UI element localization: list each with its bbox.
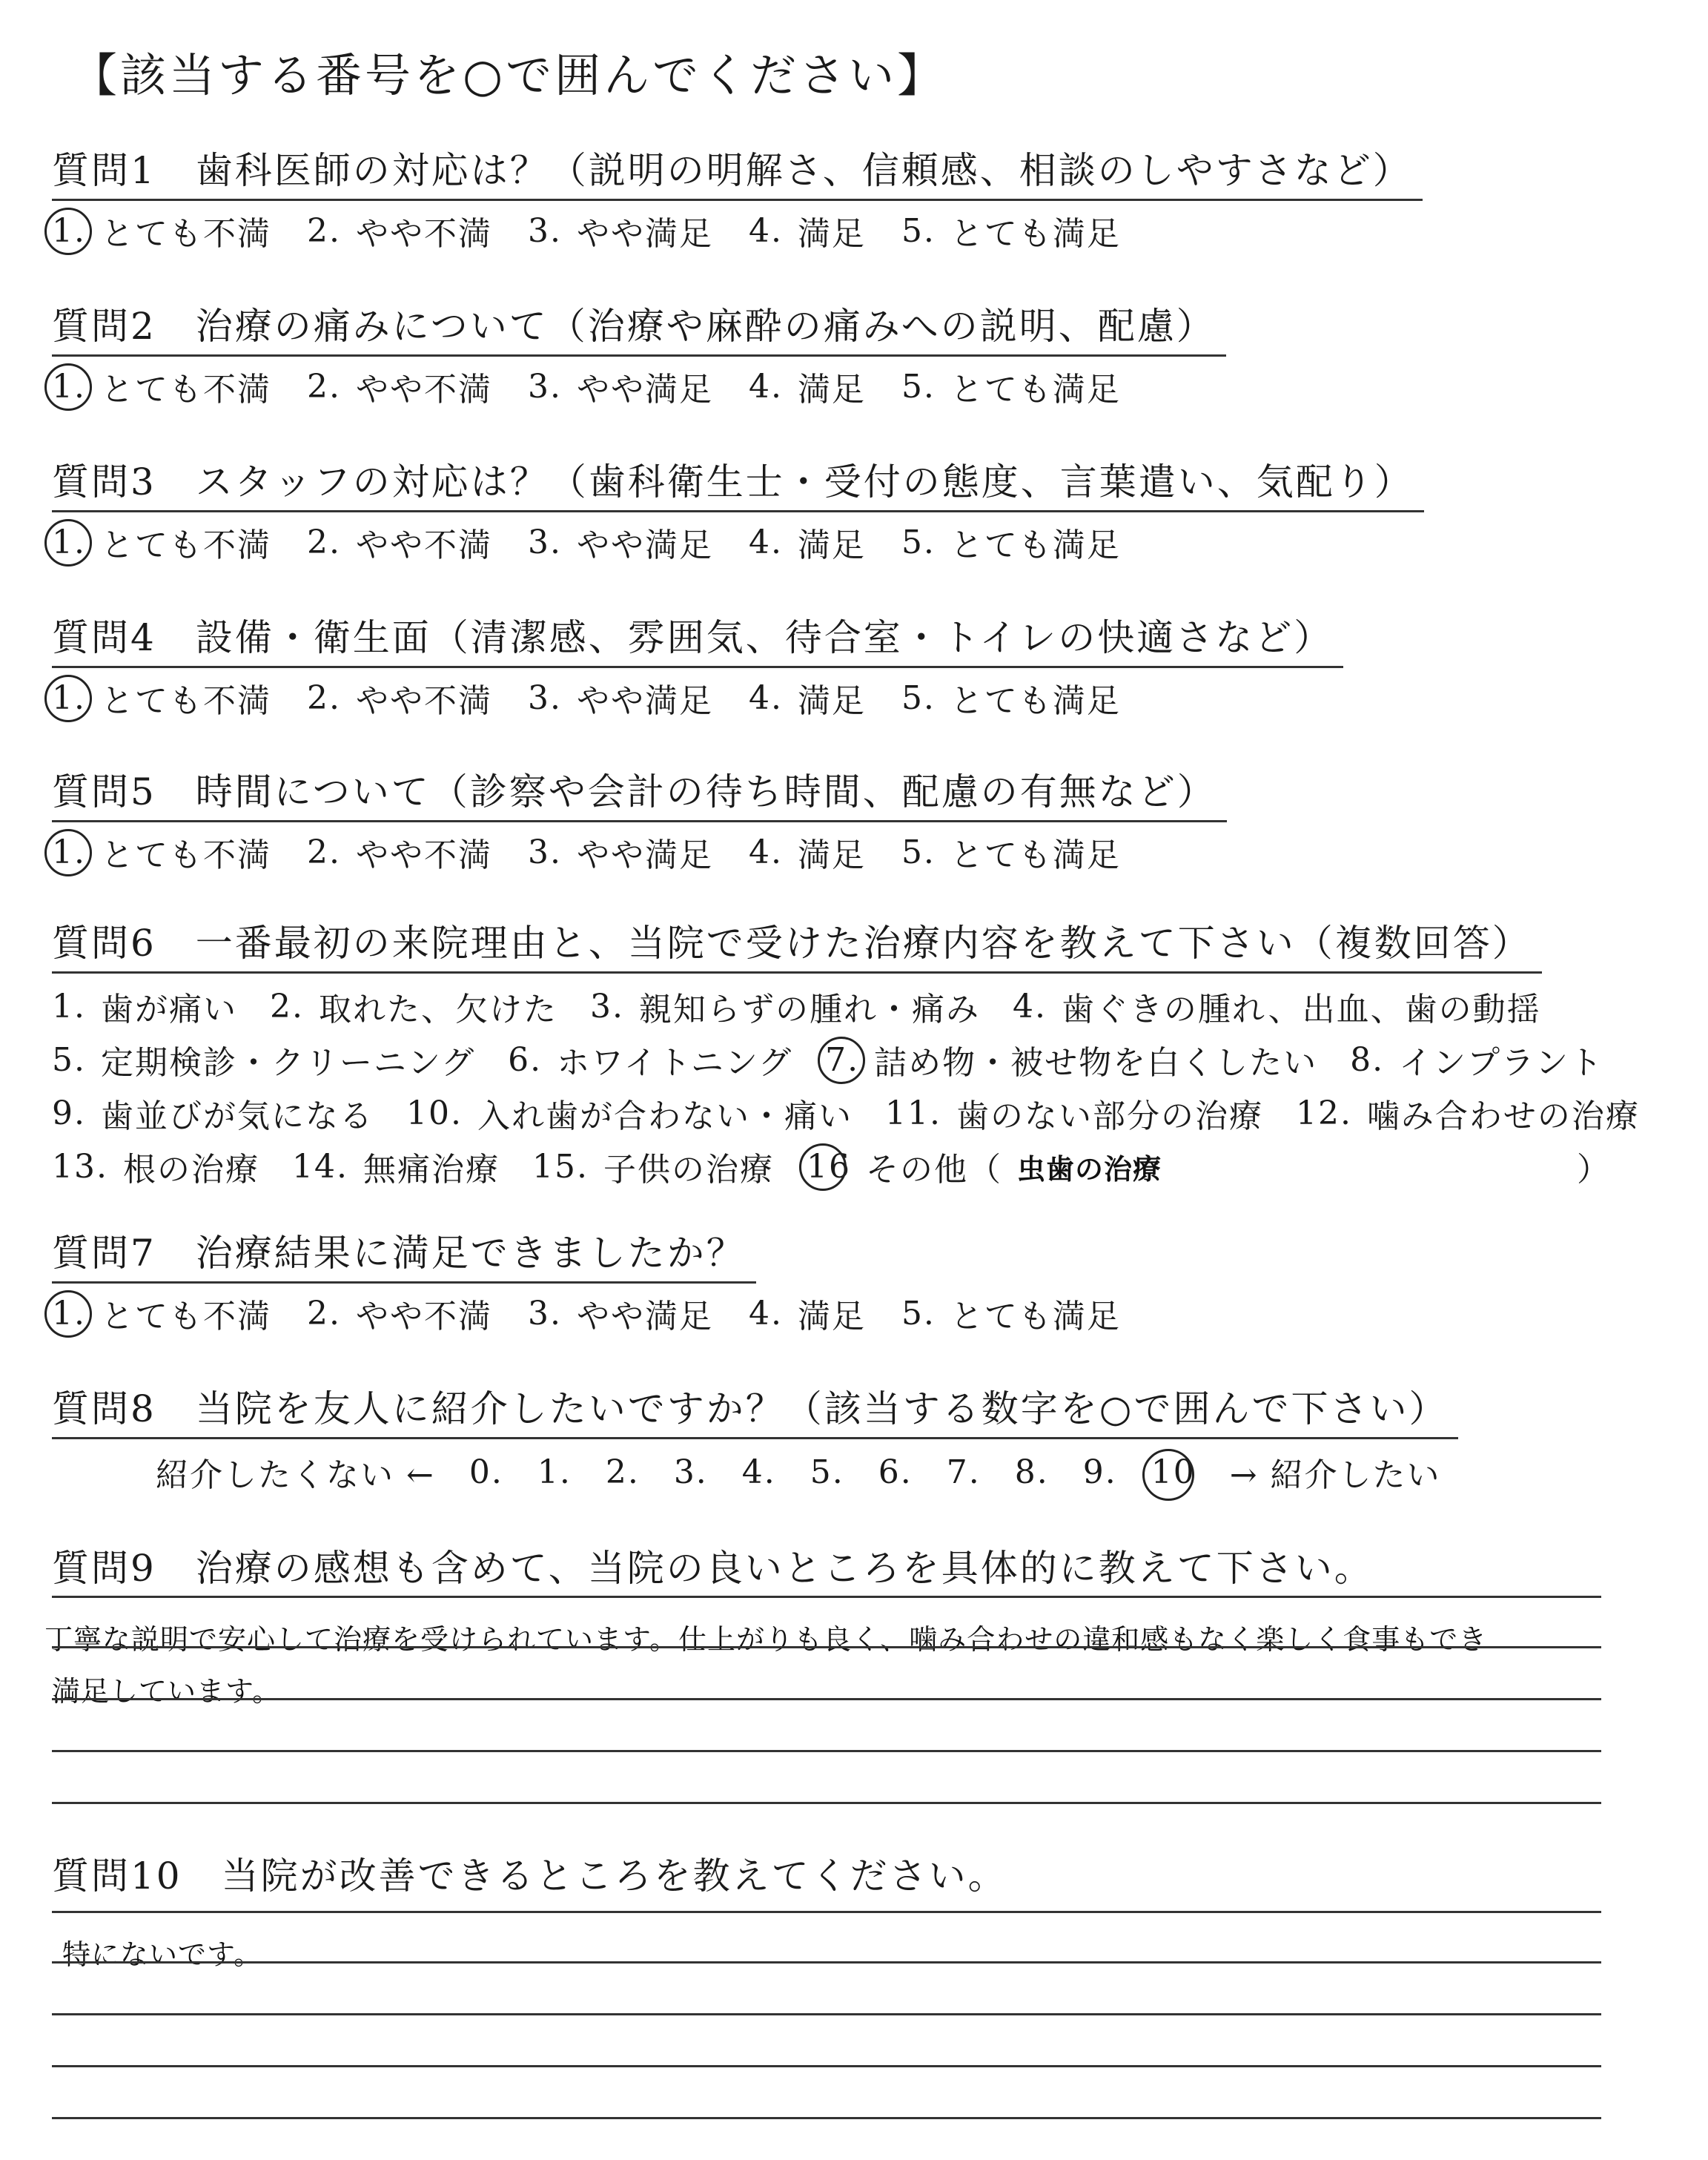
scale-value[interactable]: 4. <box>741 1453 776 1491</box>
choice-label: とても不満 <box>100 526 271 564</box>
option[interactable] <box>406 1089 853 1137</box>
choice[interactable] <box>307 207 492 254</box>
choice-label: とても満足 <box>950 371 1121 409</box>
option[interactable] <box>1350 1036 1603 1083</box>
question-5-title: 質問5 時間について（診察や会計の待ち時間、配慮の有無など） <box>52 762 1227 822</box>
choice-number: 5. <box>901 367 936 406</box>
choice-number: 5. <box>901 523 936 561</box>
choice[interactable] <box>52 363 271 410</box>
choice-number: 2. <box>306 523 341 561</box>
choice-label: とても不満 <box>100 371 271 409</box>
choice-number: 5. <box>901 678 936 717</box>
option-number: 13. <box>52 1147 108 1186</box>
scale-value[interactable]: 1. <box>537 1453 572 1491</box>
answer-rule <box>52 2065 1601 2067</box>
options-row <box>52 1086 1646 1140</box>
option-number: 10. <box>406 1094 463 1132</box>
choice[interactable] <box>307 363 492 410</box>
choice-number: 4. <box>748 833 783 871</box>
question-10-title: 質問10 当院が改善できるところを教えてください。 <box>52 1855 1007 1898</box>
choice-label: 満足 <box>797 682 866 720</box>
choice-label: 満足 <box>797 526 866 564</box>
choice[interactable] <box>749 1289 866 1337</box>
choice[interactable] <box>528 828 713 876</box>
scale-value[interactable]: 9. <box>1082 1453 1117 1491</box>
choice-number: 4. <box>748 1294 783 1332</box>
option-number: 6. <box>508 1040 543 1079</box>
choice[interactable] <box>52 674 271 721</box>
choice-label: とても不満 <box>100 1298 271 1335</box>
option-label: 噛み合わせの治療 <box>1366 1097 1640 1135</box>
question-2-choices <box>52 363 1646 410</box>
option[interactable] <box>590 982 980 1030</box>
choice-label: とても満足 <box>950 1298 1121 1335</box>
choice[interactable] <box>901 674 1121 721</box>
question-4 <box>52 608 1646 721</box>
question-7-title: 質問7 治療結果に満足できましたか？ <box>52 1223 756 1284</box>
option[interactable] <box>532 1143 774 1190</box>
question-3-title: 質問3 スタッフの対応は？（歯科衛生士・受付の態度、言葉遣い、気配り） <box>52 452 1424 512</box>
choice-number: 4. <box>748 211 783 250</box>
choice-label: やや満足 <box>576 371 713 409</box>
choice-number: 2. <box>306 367 341 406</box>
choice-number: 4. <box>748 523 783 561</box>
question-4-title: 質問4 設備・衛生面（清潔感、雰囲気、待合室・トイレの快適さなど） <box>52 608 1343 668</box>
choice-number: 1. <box>52 1294 86 1332</box>
option-label: その他（ <box>865 1151 1002 1189</box>
option-number: 1. <box>52 987 86 1025</box>
choice[interactable] <box>901 518 1121 566</box>
choice-label: とても満足 <box>950 682 1121 720</box>
choice-label: やや不満 <box>355 526 492 564</box>
option-number: 7. <box>825 1040 860 1079</box>
question-6 <box>52 914 1646 1193</box>
choice[interactable] <box>901 1289 1121 1337</box>
scale-value-selected[interactable]: 10 <box>1151 1453 1196 1491</box>
option-label: 歯が痛い <box>100 991 237 1028</box>
option-label: インプラント <box>1399 1044 1604 1082</box>
option-label: 無痛治療 <box>363 1151 500 1189</box>
scale-value[interactable]: 5. <box>810 1453 844 1491</box>
scale-value[interactable]: 3. <box>673 1453 708 1491</box>
option-number: 16 <box>806 1147 851 1186</box>
question-1-choices <box>52 207 1646 254</box>
option-number: 4. <box>1012 987 1047 1025</box>
choice[interactable] <box>528 674 713 721</box>
choice[interactable] <box>749 828 866 876</box>
other-close-bracket: ） <box>1576 1151 1611 1189</box>
option[interactable] <box>52 1143 259 1190</box>
answer-rule <box>52 1911 1601 1913</box>
option-label: 歯並びが気になる <box>100 1097 374 1135</box>
options-row <box>52 1140 1646 1193</box>
option-number: 11. <box>884 1094 941 1132</box>
other-handwritten-answer[interactable]: 虫歯の治療 <box>1016 1152 1162 1186</box>
option[interactable] <box>52 1089 374 1137</box>
question-10 <box>52 1846 1646 1904</box>
question-2 <box>52 297 1646 410</box>
choice-number: 3. <box>527 678 562 717</box>
option-label: 歯ぐきの腫れ、出血、歯の動揺 <box>1061 991 1541 1028</box>
choice-number: 5. <box>901 833 936 871</box>
choice-label: 満足 <box>797 836 866 874</box>
choice[interactable] <box>901 828 1121 876</box>
option[interactable] <box>52 982 237 1030</box>
choice[interactable] <box>52 1289 271 1337</box>
option[interactable] <box>885 1089 1263 1137</box>
recommend-scale <box>156 1448 1646 1496</box>
choice[interactable] <box>307 828 492 876</box>
scale-value[interactable]: 0. <box>469 1453 503 1491</box>
question-9 <box>52 1539 1646 1596</box>
choice-number: 1. <box>52 367 86 406</box>
question-10-answer-line-1: 特にないです。 <box>62 1938 262 1971</box>
question-7 <box>52 1223 1646 1337</box>
option-label: 定期検診・クリーニング <box>100 1044 476 1082</box>
options-row <box>52 1033 1646 1086</box>
choice-number: 2. <box>306 211 341 250</box>
option-label: 取れた、欠けた <box>318 991 557 1028</box>
options-row <box>52 980 1646 1033</box>
option-number: 15. <box>532 1147 589 1186</box>
question-1 <box>52 141 1646 254</box>
choice-number: 3. <box>527 833 562 871</box>
choice[interactable] <box>52 828 271 876</box>
choice[interactable] <box>52 518 271 566</box>
choice[interactable] <box>749 518 866 566</box>
question-10-answer-area[interactable] <box>52 1909 1601 2132</box>
option-number: 9. <box>52 1094 86 1132</box>
choice-number: 1. <box>52 523 86 561</box>
question-9-answer-area[interactable] <box>44 1594 1601 1817</box>
answer-rule <box>52 1698 1601 1700</box>
choice-label: 満足 <box>797 215 866 253</box>
question-9-answer-line-2: 満足しています。 <box>52 1675 281 1708</box>
instruction-header: 【該当する番号を○で囲んでください】 <box>71 48 947 102</box>
choice-number: 4. <box>748 367 783 406</box>
choice-label: やや満足 <box>576 836 713 874</box>
choice-label: 満足 <box>797 371 866 409</box>
question-9-answer-line-1: 丁寧な説明で安心して治療を受けられています。仕上がりも良く、噛み合わせの違和感もなく楽しく食事もでき <box>44 1623 1488 1656</box>
option-other[interactable] <box>807 1143 1002 1190</box>
choice-number: 3. <box>527 211 562 250</box>
choice[interactable] <box>307 1289 492 1337</box>
scale-value[interactable]: 7. <box>946 1453 981 1491</box>
option-label: 親知らずの腫れ・痛み <box>638 991 980 1028</box>
choice-number: 3. <box>527 367 562 406</box>
option-number: 5. <box>52 1040 86 1079</box>
option[interactable] <box>1013 982 1541 1030</box>
question-9-title: 質問9 治療の感想も含めて、当院の良いところを具体的に教えて下さい。 <box>52 1547 1374 1590</box>
option-number: 12. <box>1295 1094 1352 1132</box>
choice[interactable] <box>307 674 492 721</box>
question-5-choices <box>52 828 1646 876</box>
answer-rule <box>52 1646 1601 1648</box>
scale-right-label: → 紹介したい <box>1229 1456 1441 1494</box>
option-label: 子供の治療 <box>603 1151 774 1189</box>
option[interactable] <box>270 982 557 1030</box>
option[interactable] <box>508 1036 792 1083</box>
choice[interactable] <box>749 363 866 410</box>
choice-number: 1. <box>52 833 86 871</box>
choice-label: やや不満 <box>355 371 492 409</box>
choice-number: 2. <box>306 833 341 871</box>
answer-rule <box>52 2117 1601 2119</box>
choice-number: 5. <box>901 1294 936 1332</box>
choice-label: やや満足 <box>576 1298 713 1335</box>
option-number: 3. <box>589 987 624 1025</box>
choice[interactable] <box>52 207 271 254</box>
choice[interactable] <box>901 207 1121 254</box>
choice-label: とても満足 <box>950 836 1121 874</box>
option[interactable] <box>1296 1089 1640 1137</box>
choice-number: 1. <box>52 678 86 717</box>
choice-number: 3. <box>527 1294 562 1332</box>
option-label: 詰め物・被せ物を白くしたい <box>874 1044 1318 1082</box>
choice-label: 満足 <box>797 1298 866 1335</box>
choice-label: とても不満 <box>100 682 271 720</box>
choice-label: やや不満 <box>355 836 492 874</box>
choice-label: やや不満 <box>355 682 492 720</box>
scale-value[interactable]: 2. <box>605 1453 640 1491</box>
question-3 <box>52 452 1646 566</box>
choice[interactable] <box>307 518 492 566</box>
question-6-options <box>52 980 1646 1193</box>
choice-label: とても満足 <box>950 215 1121 253</box>
question-3-choices <box>52 518 1646 566</box>
choice-number: 4. <box>748 678 783 717</box>
choice-label: やや満足 <box>576 215 713 253</box>
choice-number: 3. <box>527 523 562 561</box>
question-1-title: 質問1 歯科医師の対応は？（説明の明解さ、信頼感、相談のしやすさなど） <box>52 141 1423 201</box>
choice-number: 5. <box>901 211 936 250</box>
question-5 <box>52 762 1646 876</box>
option[interactable] <box>292 1143 500 1190</box>
choice-label: やや不満 <box>355 215 492 253</box>
answer-rule <box>52 2013 1601 2015</box>
scale-value[interactable]: 6. <box>878 1453 913 1491</box>
option[interactable] <box>825 1036 1317 1083</box>
option-label: 歯のない部分の治療 <box>956 1097 1263 1135</box>
option-label: 根の治療 <box>122 1151 259 1189</box>
scale-value[interactable]: 8. <box>1014 1453 1049 1491</box>
answer-rule <box>52 1961 1601 1964</box>
choice[interactable] <box>901 363 1121 410</box>
option[interactable] <box>52 1036 475 1083</box>
option-number: 2. <box>269 987 304 1025</box>
answer-rule <box>52 1802 1601 1804</box>
choice-label: やや満足 <box>576 682 713 720</box>
choice-number: 1. <box>52 211 86 250</box>
scale-left-label: 紹介したくない ← <box>156 1456 435 1494</box>
question-8-title: 質問8 当院を友人に紹介したいですか？（該当する数字を○で囲んで下さい） <box>52 1379 1458 1439</box>
choice-label: やや不満 <box>355 1298 492 1335</box>
choice[interactable] <box>749 674 866 721</box>
choice[interactable] <box>749 207 866 254</box>
choice[interactable] <box>528 1289 713 1337</box>
question-4-choices <box>52 674 1646 721</box>
question-2-title: 質問2 治療の痛みについて（治療や麻酔の痛みへの説明、配慮） <box>52 297 1226 357</box>
question-7-choices <box>52 1289 1646 1337</box>
choice[interactable] <box>528 518 713 566</box>
choice-label: とても満足 <box>950 526 1121 564</box>
question-8 <box>52 1379 1646 1496</box>
choice-label: とても不満 <box>100 215 271 253</box>
answer-rule <box>52 1750 1601 1752</box>
choice-number: 2. <box>306 1294 341 1332</box>
question-6-title: 質問6 一番最初の来院理由と、当院で受けた治療内容を教えて下さい（複数回答） <box>52 914 1542 974</box>
option-number: 8. <box>1350 1040 1385 1079</box>
choice-label: とても不満 <box>100 836 271 874</box>
choice-label: やや満足 <box>576 526 713 564</box>
option-label: ホワイトニング <box>557 1044 793 1082</box>
answer-rule <box>52 1596 1601 1598</box>
option-label: 入れ歯が合わない・痛い <box>477 1097 853 1135</box>
choice-number: 2. <box>306 678 341 717</box>
choice[interactable] <box>528 207 713 254</box>
option-number: 14. <box>291 1147 348 1186</box>
choice[interactable] <box>528 363 713 410</box>
